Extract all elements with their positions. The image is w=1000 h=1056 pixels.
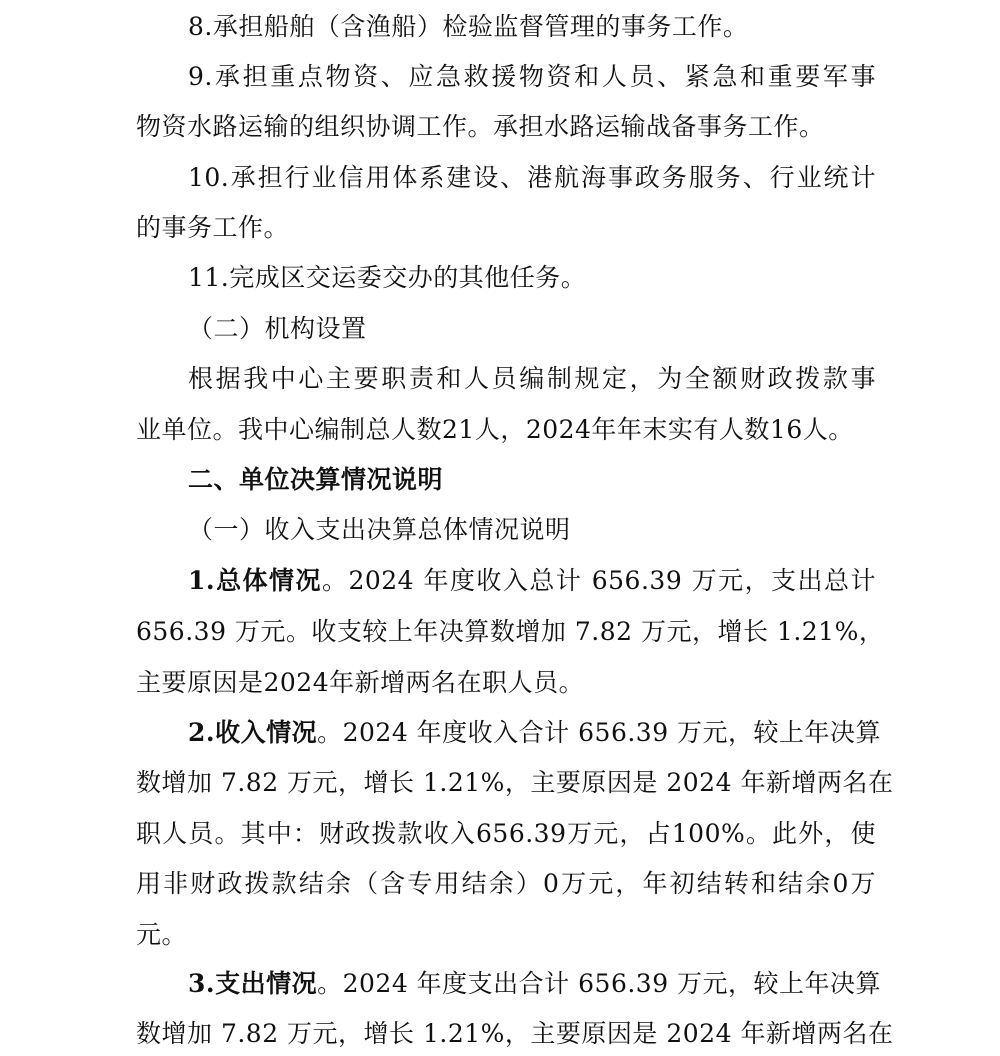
overall-paragraph-line-3: 主要原因是2024年新增两名在职人员。 [136,668,585,697]
paragraph-item-9-line-2: 物资水路运输的组织协调工作。承担水路运输战备事务工作。 [136,112,825,141]
overall-line-1-text: 。2024 年度收入总计 656.39 万元，支出总计 [321,566,876,595]
income-paragraph-line-2: 数增加 7.82 万元，增长 1.21%，主要原因是 2024 年新增两名在 [136,768,894,797]
income-paragraph-line-3: 职人员。其中：财政拨款收入656.39万元，占100%。此外，使 [136,819,876,848]
paragraph-item-8: 8.承担船舶（含渔船）检验监督管理的事务工作。 [188,12,749,41]
section-heading-final-accounts: 二、单位决算情况说明 [188,465,444,494]
paragraph-item-9-line-1: 9.承担重点物资、应急救援物资和人员、紧急和重要军事 [188,62,876,91]
paragraph-item-11: 11.完成区交运委交办的其他任务。 [188,263,587,292]
subsection-heading-overall: （一）收入支出决算总体情况说明 [188,515,571,544]
income-paragraph-line-1 [188,718,882,748]
income-paragraph-line-4: 用非财政拨款结余（含专用结余）0万元，年初结转和结余0万 [136,869,876,898]
expense-paragraph-line-1 [188,969,882,999]
income-line-1-text: 。2024 年度收入合计 656.39 万元，较上年决算 [317,718,882,747]
paragraph-item-10-line-1: 10.承担行业信用体系建设、港航海事政务服务、行业统计 [188,163,876,192]
paragraph-item-10-line-2: 的事务工作。 [136,213,290,242]
org-paragraph-line-2: 业单位。我中心编制总人数21人，2024年年末实有人数16人。 [136,415,854,444]
income-bold-head: 2.收入情况 [188,718,318,747]
overall-paragraph-line-2: 656.39 万元。收支较上年决算数增加 7.82 万元，增长 1.21%， [136,617,885,646]
expense-bold-head: 3.支出情况 [188,969,318,998]
expense-line-1-text: 。2024 年度支出合计 656.39 万元，较上年决算 [317,969,882,998]
org-paragraph-line-1: 根据我中心主要职责和人员编制规定，为全额财政拨款事 [188,364,876,393]
income-paragraph-line-5: 元。 [136,920,188,949]
overall-paragraph-line-1 [188,566,876,596]
expense-paragraph-line-2: 数增加 7.82 万元，增长 1.21%，主要原因是 2024 年新增两名在 [136,1019,894,1048]
overall-bold-head: 1.总体情况 [188,566,322,595]
section-heading-org-setup: （二）机构设置 [188,314,367,343]
